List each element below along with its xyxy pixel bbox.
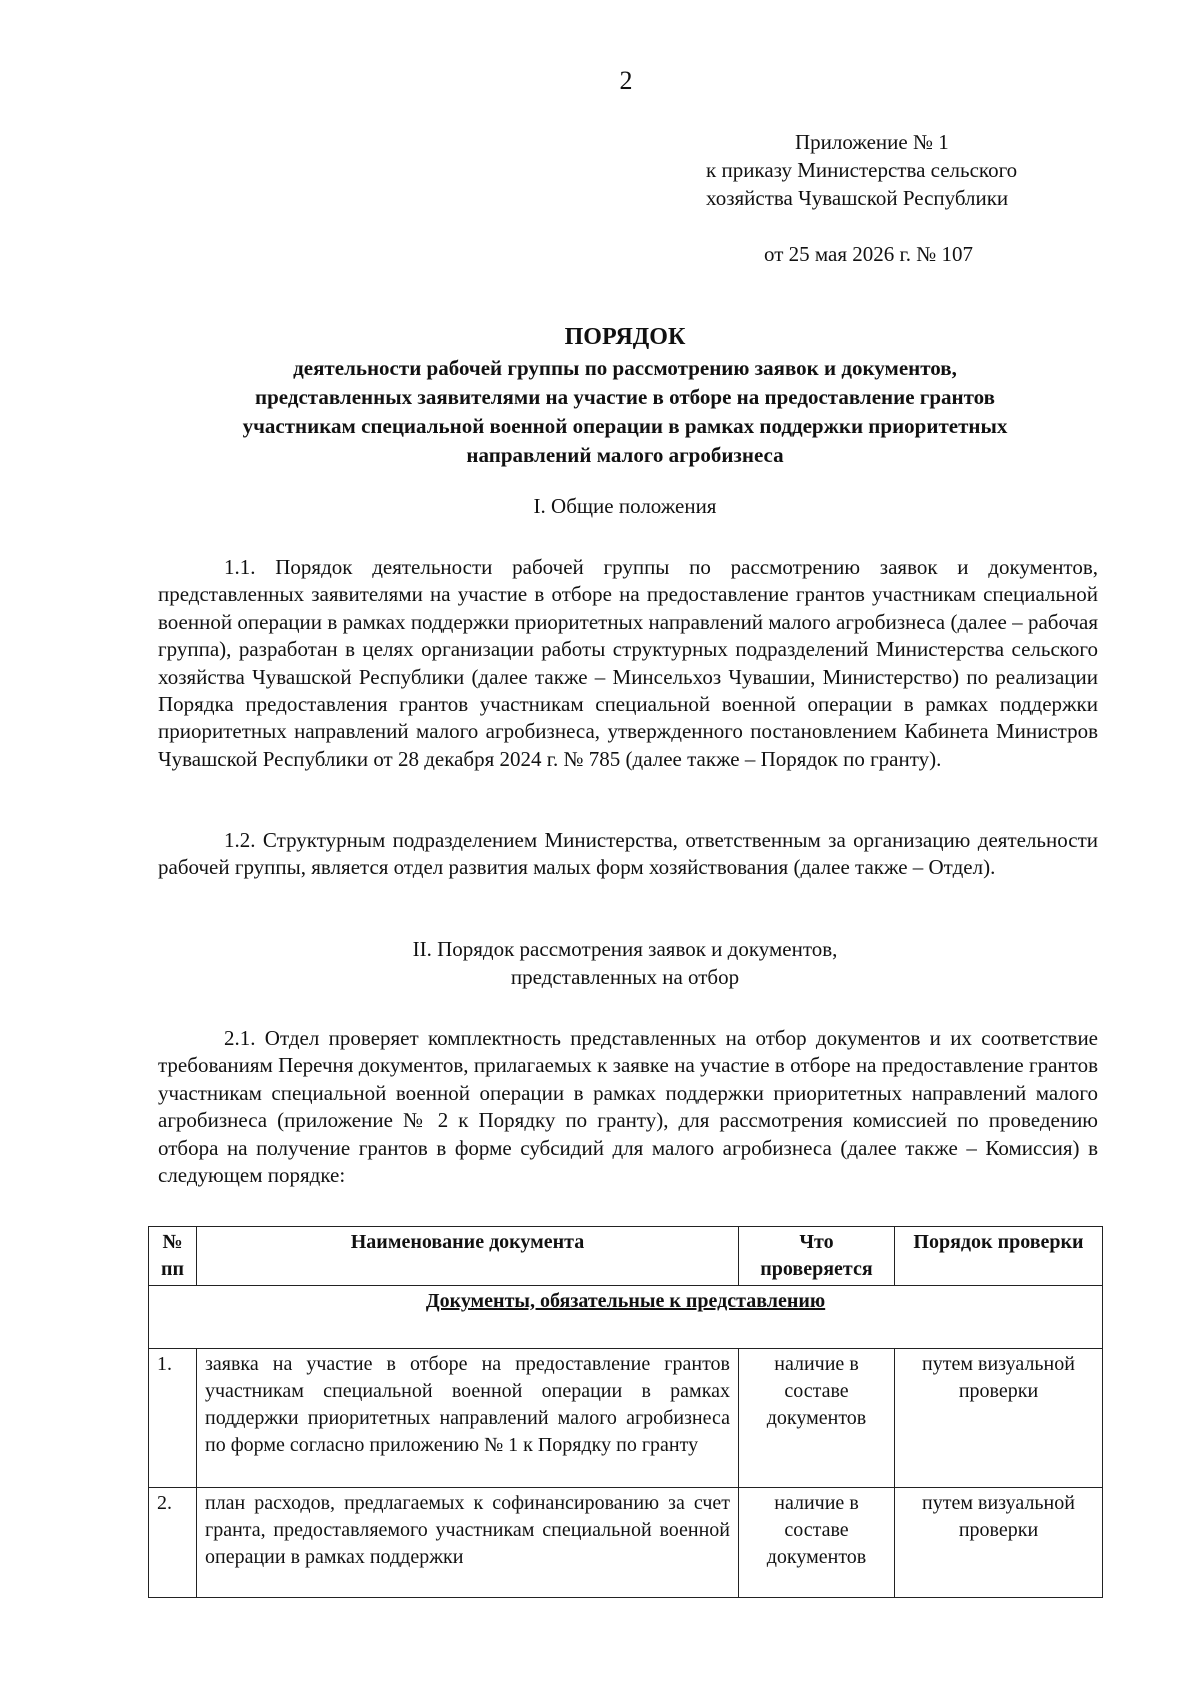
row-name: заявка на участие в отборе на предоставление грантов участникам специальной военной операции в рамках поддержки приоритетных направлений малого агробизнеса по форме согласно приложению № 1 к Порядку по гранту (197, 1349, 739, 1488)
row-what: наличие в составе документов (739, 1488, 895, 1598)
group-title: Документы, обязательные к представлению (149, 1286, 1103, 1349)
header-what: Что проверяется (739, 1227, 895, 1286)
row-how: путем визуальной проверки (895, 1349, 1103, 1488)
document-title: ПОРЯДОК (564, 324, 686, 350)
paragraph-1-2: 1.2. Структурным подразделением Министерства, ответственным за организацию деятельности рабочей группы, является отдел развития малых форм хозяйствования (далее также – Отдел). (158, 828, 1098, 880)
appendix-block (706, 128, 1017, 212)
appendix-line3: хозяйства Чувашской Республики (706, 186, 1009, 210)
document-subtitle (150, 354, 1100, 470)
section2-heading-line1: II. Порядок рассмотрения заявок и документов, (412, 937, 838, 961)
row-what: наличие в составе документов (739, 1349, 895, 1488)
subtitle-line3: участникам специальной военной операции в рамках поддержки приоритетных (242, 414, 1008, 438)
documents-table (148, 1226, 1103, 1598)
table-row (149, 1349, 1103, 1488)
header-num-line1: № (162, 1231, 183, 1253)
row-how: путем визуальной проверки (895, 1488, 1103, 1598)
subtitle-line1: деятельности рабочей группы по рассмотрению заявок и документов, (293, 356, 957, 380)
subtitle-line2: представленных заявителями на участие в отборе на предоставление грантов (255, 385, 995, 409)
table-row (149, 1488, 1103, 1598)
table-header-row (149, 1227, 1103, 1286)
appendix-line2: к приказу Министерства сельского (706, 158, 1018, 182)
page-number: 2 (619, 66, 633, 95)
header-num (149, 1227, 197, 1286)
paragraph-1-1: 1.1. Порядок деятельности рабочей группы по рассмотрению заявок и документов, представленных заявителями на участие в отборе на предоставление грантов участникам специальной военной операции в рамках поддержки приоритетных направлений малого агробизнеса (далее – рабочая группа), разработан в целях организации работы структурных подразделений Министерства сельского хозяйства Чувашской Республики (далее также – Минсельхоз Чувашии, Министерство) по реализации Порядка предоставления грантов участникам специальной военной операции в рамках поддержки приоритетных направлений малого агробизнеса, утвержденного постановлением Кабинета Министров Чувашской Республики от 28 декабря 2024 г. № 785 (далее также – Порядок по гранту). (158, 555, 1098, 771)
section2-heading-line2: представленных на отбор (510, 965, 740, 989)
header-num-line2: пп (160, 1258, 185, 1280)
subtitle-line4: направлений малого агробизнеса (466, 443, 784, 467)
header-name: Наименование документа (197, 1227, 739, 1286)
appendix-line1: Приложение № 1 (795, 130, 949, 154)
table-group-row (149, 1286, 1103, 1349)
paragraph-2-1: 2.1. Отдел проверяет комплектность представленных на отбор документов и их соответствие требованиям Перечня документов, прилагаемых к заявке на участие в отборе на предоставление грантов участникам специальной военной операции в рамках поддержки приоритетных направлений малого агробизнеса (приложение № 2 к Порядку по гранту), для рассмотрения комиссией по проведению отбора на получение грантов в форме субсидий для малого агробизнеса (далее также – Комиссия) в следующем порядке: (158, 1026, 1098, 1188)
section2-heading (150, 935, 1100, 991)
row-num: 1. (149, 1349, 197, 1488)
row-name: план расходов, предлагаемых к софинансированию за счет гранта, предоставляемого участникам специальной военной операции в рамках поддержки (197, 1488, 739, 1598)
section1-heading: I. Общие положения (533, 494, 717, 518)
row-num: 2. (149, 1488, 197, 1598)
header-how: Порядок проверки (895, 1227, 1103, 1286)
order-date: от 25 мая 2026 г. № 107 (764, 242, 974, 266)
